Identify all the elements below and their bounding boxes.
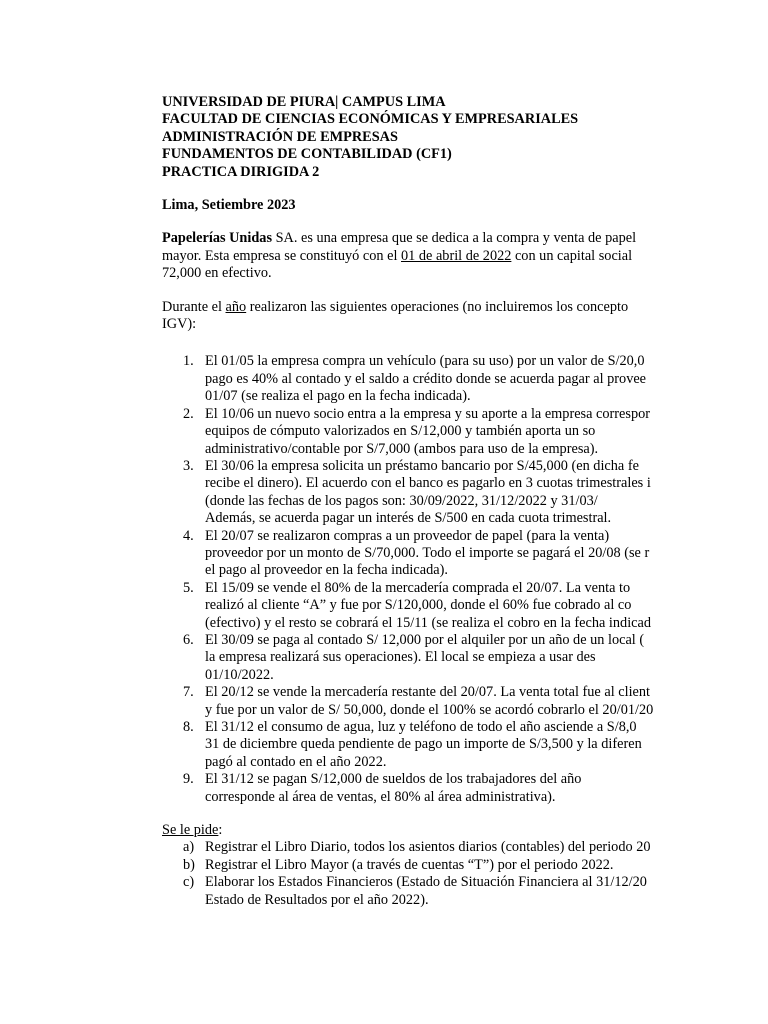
- operation-number: 1.: [183, 353, 194, 370]
- requirement-text-line: Registrar el Libro Diario, todos los asientos diarios (contables) del periodo 20: [205, 839, 651, 856]
- operation-item: [162, 353, 668, 405]
- requirement-item: [162, 839, 668, 856]
- operation-text-line: pagó al contado en el año 2022.: [205, 753, 387, 770]
- operation-item: [162, 528, 668, 580]
- operation-item: [162, 719, 668, 771]
- header-block: [162, 94, 668, 181]
- operation-number: 8.: [183, 719, 194, 735]
- operation-text-line: recibe el dinero). El acuerdo con el banco es pagarlo en 3 cuotas trimestrales i: [205, 475, 651, 492]
- operation-text-line: la empresa realizará sus operaciones). El local se empieza a usar des: [205, 649, 596, 666]
- operation-text-line: y fue por un valor de S/ 50,000, donde el 100% se acordó cobrarlo el 20/01/20: [205, 701, 654, 718]
- operation-number: 4.: [183, 527, 194, 544]
- operation-item: [162, 406, 668, 458]
- operation-text-line: (efectivo) y el resto se cobrará el 15/11 (se realiza el cobro en la fecha indicad: [205, 614, 652, 631]
- intro-paragraph: [162, 230, 668, 282]
- operation-number: 2.: [183, 405, 194, 422]
- intro-line-3: 72,000 en efectivo.: [162, 265, 272, 282]
- operations-intro-line-1: Durante el año realizaron las siguientes operaciones (no incluiremos los concepto: [162, 298, 629, 315]
- operation-text-line: El 30/09 se paga al contado S/ 12,000 por el alquiler por un año de un local (: [205, 631, 645, 648]
- founding-date: 01 de abril de 2022: [401, 247, 512, 264]
- operation-text-line: 31 de diciembre queda pendiente de pago un importe de S/3,500 y la diferen: [205, 736, 642, 753]
- operation-text-line: El 20/12 se vende la mercadería restante del 20/07. La venta total fue al client: [205, 684, 651, 701]
- operation-text-line: 01/10/2022.: [205, 666, 274, 683]
- operation-text-line: proveedor por un monto de S/70,000. Todo el importe se pagará el 20/08 (se r: [205, 544, 650, 561]
- university-line: UNIVERSIDAD DE PIURA| CAMPUS LIMA: [162, 94, 446, 110]
- operation-number: 6.: [183, 631, 194, 648]
- operation-text-line: El 31/12 se pagan S/12,000 de sueldos de los trabajadores del año: [205, 771, 582, 788]
- requirement-text-line: Estado de Resultados por el año 2022).: [205, 891, 429, 908]
- operation-text-line: El 20/07 se realizaron compras a un proveedor de papel (para la venta): [205, 527, 610, 544]
- requirements-list: [162, 839, 668, 909]
- operation-text-line: El 31/12 el consumo de agua, luz y teléfono de todo el año asciende a S/8,0: [205, 719, 637, 735]
- operation-item: [162, 771, 668, 806]
- operation-text-line: El 30/06 la empresa solicita un préstamo bancario por S/45,000 (en dicha fe: [205, 457, 639, 474]
- operation-text-line: El 01/05 la empresa compra un vehículo (para su uso) por un valor de S/20,0: [205, 353, 645, 370]
- operation-text-line: corresponde al área de ventas, el 80% al área administrativa).: [205, 788, 556, 805]
- requirement-letter: b): [183, 856, 195, 873]
- operation-item: [162, 684, 668, 719]
- date-line: Lima, Setiembre 2023: [162, 197, 296, 214]
- intro-line-1: Papelerías Unidas SA. es una empresa que se dedica a la compra y venta de papel: [162, 230, 637, 247]
- faculty-line: FACULTAD DE CIENCIAS ECONÓMICAS Y EMPRESARIALES: [162, 111, 579, 128]
- requirement-item: [162, 874, 668, 909]
- requirement-text-line: Elaborar los Estados Financieros (Estado de Situación Financiera al 31/12/20: [205, 874, 647, 891]
- requirement-letter: c): [183, 874, 195, 891]
- requirement-letter: a): [183, 839, 195, 856]
- operation-text-line: (donde las fechas de los pagos son: 30/09/2022, 31/12/2022 y 31/03/: [205, 492, 598, 509]
- operation-item: [162, 632, 668, 684]
- operation-text-line: realizó al cliente “A” y fue por S/120,000, donde el 60% fue cobrado al co: [205, 597, 632, 614]
- operation-number: 3.: [183, 457, 194, 474]
- operation-text-line: 01/07 (se realiza el pago en la fecha indicada).: [205, 388, 471, 405]
- operation-number: 5.: [183, 579, 194, 596]
- operation-text-line: equipos de cómputo valorizados en S/12,000 y también aporta un so: [205, 423, 596, 440]
- operation-number: 7.: [183, 684, 194, 701]
- requirements-heading: Se le pide:: [162, 822, 223, 839]
- operation-text-line: El 10/06 un nuevo socio entra a la empresa y su aporte a la empresa correspor: [205, 405, 651, 422]
- operation-text-line: administrativo/contable por S/7,000 (ambos para uso de la empresa).: [205, 440, 599, 457]
- operations-list: [162, 353, 668, 806]
- operation-item: [162, 580, 668, 632]
- operation-number: 9.: [183, 771, 194, 788]
- operation-text-line: el pago al proveedor en la fecha indicada).: [205, 562, 448, 579]
- program-line: ADMINISTRACIÓN DE EMPRESAS: [162, 128, 398, 145]
- operation-text-line: pago es 40% al contado y el saldo a crédito donde se acuerda pagar al provee: [205, 370, 647, 387]
- requirement-text-line: Registrar el Libro Mayor (a través de cuentas “T”) por el periodo 2022.: [205, 856, 614, 873]
- operations-intro: [162, 299, 668, 334]
- company-name: Papelerías Unidas: [162, 230, 273, 247]
- operation-text-line: El 15/09 se vende el 80% de la mercadería comprada el 20/07. La venta to: [205, 579, 631, 596]
- document-page: [162, 94, 668, 994]
- requirement-item: [162, 857, 668, 874]
- intro-line-2: mayor. Esta empresa se constituyó con el 01 de abril de 2022 con un capital social: [162, 247, 633, 264]
- course-line: FUNDAMENTOS DE CONTABILIDAD (CF1): [162, 146, 452, 163]
- practice-title: PRACTICA DIRIGIDA 2: [162, 163, 320, 180]
- operation-item: [162, 458, 668, 528]
- operations-intro-line-2: IGV):: [162, 316, 197, 333]
- operation-text-line: Además, se acuerda pagar un interés de S/500 en cada cuota trimestral.: [205, 510, 612, 527]
